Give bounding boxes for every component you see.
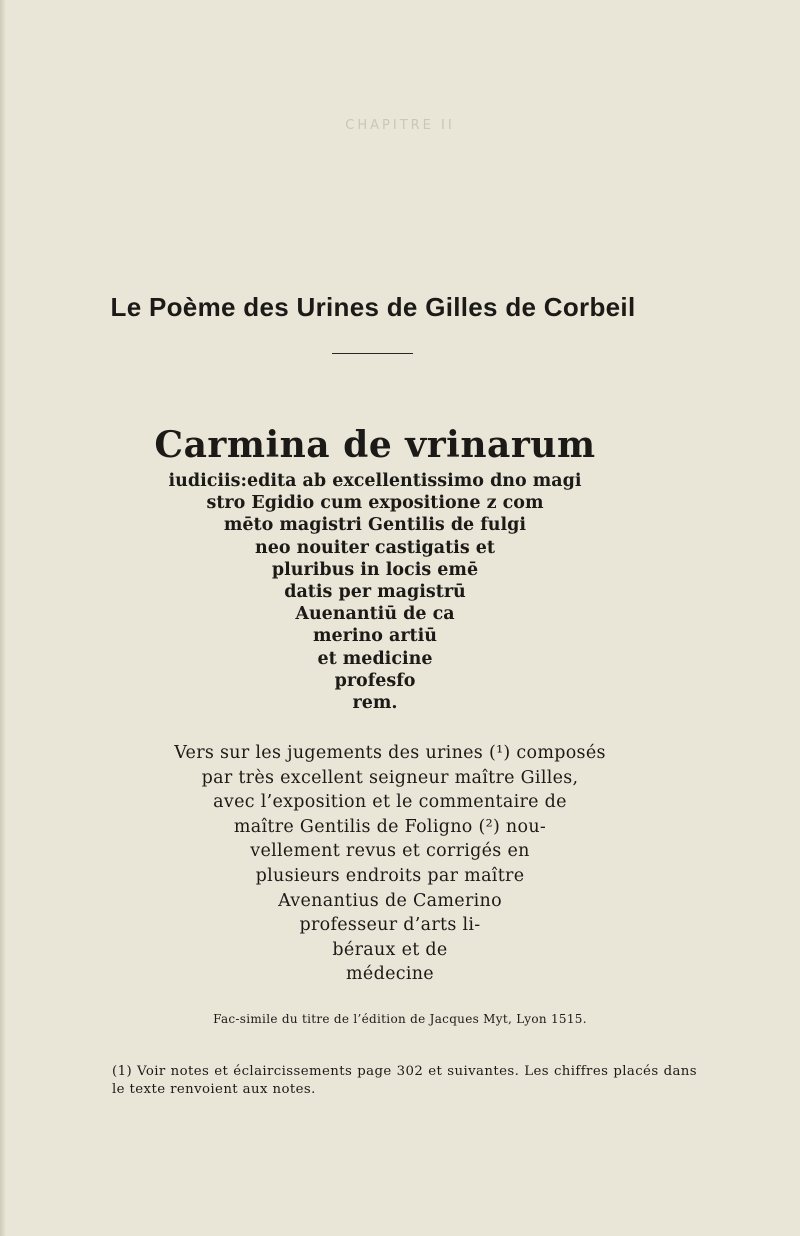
facsimile-line: datis per magistrū: [284, 582, 466, 603]
running-head: CHAPITRE II: [345, 118, 455, 133]
facsimile-title-block: [120, 420, 630, 714]
facsimile-line: merino artiū: [312, 626, 438, 647]
facsimile-line: mēto magistri Gentilis de fulgi: [223, 515, 527, 536]
translation-line: médecine: [346, 964, 434, 985]
facsimile-line: neo nouiter castigatis et: [255, 537, 495, 558]
translation-line: par très excellent seigneur maître Gilles,: [201, 767, 579, 788]
facsimile-caption: Fac-simile du titre de l’édition de Jacques Myt, Lyon 1515.: [213, 1012, 587, 1026]
translation-block: [140, 741, 640, 987]
translation-line: plusieurs endroits par maître: [255, 865, 525, 886]
facsimile-line: iudiciis:edita ab excellentissimo dno magi: [168, 471, 582, 491]
facsimile-line: profesfo: [334, 670, 416, 691]
facsimile-heading: Carmina de vrinarum: [154, 424, 596, 466]
translation-line: Avenantius de Camerino: [278, 890, 502, 911]
translation-line: vellement revus et corrigés en: [250, 841, 530, 862]
facsimile-line: rem.: [352, 693, 398, 714]
footnote: (1) Voir notes et éclaircissements page 302 et suivantes. Les chiffres placés dans le texte renvoient aux notes.: [112, 1064, 697, 1097]
facsimile-line: et medicine: [317, 648, 433, 669]
translation-line: béraux et de: [332, 939, 448, 960]
title-divider: [332, 353, 413, 354]
facsimile-line: stro Egidio cum expositione z com: [206, 493, 544, 514]
facsimile-line: Auenantiū de ca: [295, 604, 455, 625]
translation-line: avec l’exposition et le commentaire de: [213, 792, 567, 813]
translation-line: Vers sur les jugements des urines (¹) composés: [174, 743, 606, 763]
translation-line: professeur d’arts li-: [299, 915, 481, 936]
page-title: Le Poème des Urines de Gilles de Corbeil: [110, 292, 636, 322]
facsimile-line: pluribus in locis emē: [271, 559, 479, 580]
translation-line: maître Gentilis de Foligno (²) nou-: [233, 816, 547, 837]
page-edge: [0, 0, 6, 1236]
